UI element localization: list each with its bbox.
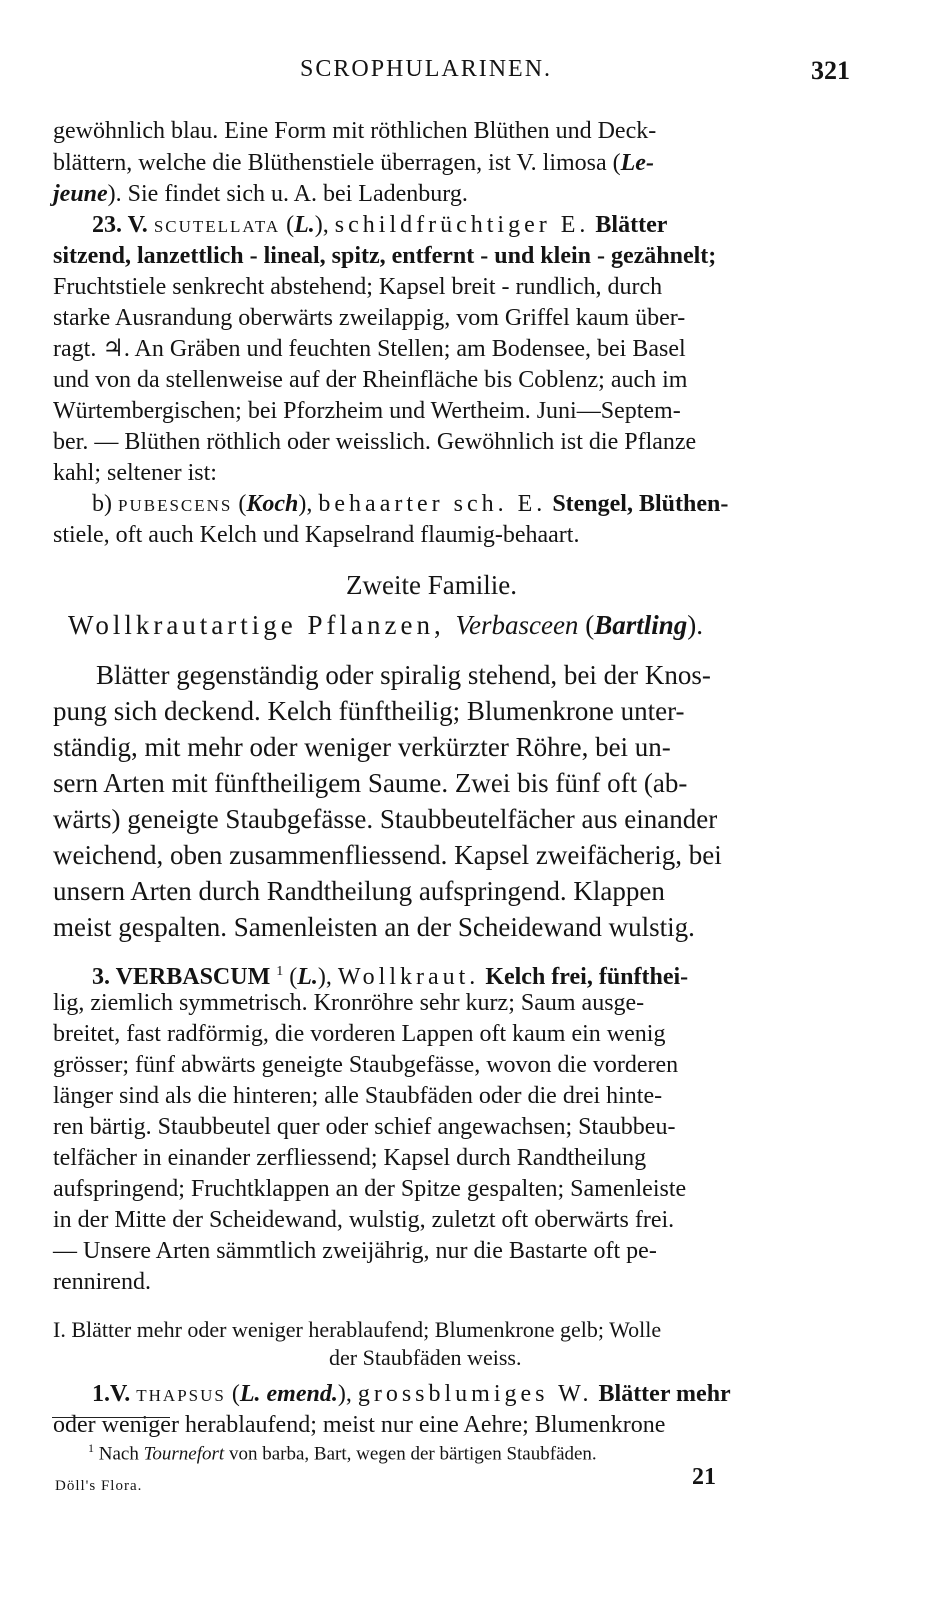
text-line: und von da stellenweise auf der Rheinfläche bis Coblenz; auch im [53, 367, 688, 393]
text-line: ber. — Blüthen röthlich oder weisslich. Gewöhnlich ist die Pflanze [53, 429, 697, 455]
text-line: breitet, fast radförmig, die vorderen Lappen oft kaum ein wenig [53, 1021, 666, 1047]
text-line: aufspringend; Fruchtklappen an der Spitze gespalten; Samenleiste [53, 1176, 687, 1202]
text-line: blättern, welche die Blüthenstiele überragen, ist V. limosa (Le- [53, 150, 654, 176]
text-line: grösser; fünf abwärts geneigte Staubgefässe, wovon die vorderen [53, 1052, 679, 1078]
text-line: unsern Arten durch Randtheilung aufspringend. Klappen [53, 876, 665, 906]
text-line: oder weniger herablaufend; meist nur eine Aehre; Blumenkrone [53, 1412, 666, 1438]
text-line: telfächer in einander zerfliessend; Kapsel durch Randtheilung [53, 1145, 647, 1171]
text-line: rennirend. [53, 1269, 151, 1295]
footnote: $^1$ Nach Tournefort von barba, Bart, wegen der bärtigen Staubfäden. [88, 1441, 597, 1465]
key-group-heading: I. Blätter mehr oder weniger herablaufend; Blumenkrone gelb; Wolle [53, 1317, 662, 1342]
text-line: lig, ziemlich symmetrisch. Kronröhre sehr kurz; Saum ausge- [53, 990, 645, 1016]
text-line: Blätter gegenständig oder spiralig stehend, bei der Knos- [96, 660, 711, 690]
running-title: SCROPHULARINEN. [300, 56, 553, 82]
sheet-number: 21 [692, 1464, 716, 1490]
text-line: sitzend, lanzettlich - lineal, spitz, entfernt - und klein - gezähnelt; [53, 243, 717, 269]
text-line: starke Ausrandung oberwärts zweilappig, vom Griffel kaum über- [53, 305, 686, 331]
printer-signature: Döll's Flora. [55, 1478, 143, 1494]
text-line: meist gespalten. Samenleisten an der Scheidewand wulstig. [53, 912, 695, 942]
variety-entry: b) PUBESCENS (Koch), behaarter sch. E. Stengel, Blüthen- [92, 491, 729, 517]
text-line: stiele, oft auch Kelch und Kapselrand flaumig-behaart. [53, 522, 580, 548]
text-line: weichend, oben zusammenfliessend. Kapsel zweifächerig, bei [53, 840, 722, 870]
text-line: gewöhnlich blau. Eine Form mit röthlichen Blüthen und Deck- [53, 118, 657, 144]
text-line: ständig, mit mehr oder weniger verkürzter Röhre, bei un- [53, 732, 671, 762]
species-entry-heading: 1.V. THAPSUS (L. emend.), grossblumiges W. Blätter mehr [92, 1381, 731, 1407]
footnote-rule [52, 1417, 170, 1418]
family-name: Wollkrautartige Pflanzen, Verbasceen (Bartling). [68, 610, 703, 640]
text-line: Fruchtstiele senkrecht abstehend; Kapsel breit - rundlich, durch [53, 274, 663, 300]
text-line: der Staubfäden weiss. [329, 1345, 522, 1370]
text-line: in der Mitte der Scheidewand, wulstig, zuletzt oft oberwärts frei. [53, 1207, 675, 1233]
family-heading: Zweite Familie. [346, 570, 517, 600]
text-line: ragt. ♃. An Gräben und feuchten Stellen; am Bodensee, bei Basel [53, 336, 686, 362]
text-line: jeune). Sie findet sich u. A. bei Ladenburg. [53, 181, 468, 207]
text-line: sern Arten mit fünftheiligem Saume. Zwei bis fünf oft (ab- [53, 768, 688, 798]
text-line: — Unsere Arten sämmtlich zweijährig, nur die Bastarte oft pe- [53, 1238, 657, 1264]
page-header [0, 56, 930, 96]
species-entry-heading: 23. V. SCUTELLATA (L.), schildfrüchtiger E. Blätter [92, 212, 668, 238]
text-line: kahl; seltener ist: [53, 460, 217, 486]
genus-heading: 3. VERBASCUM $^1$ (L.), Wollkraut. Kelch frei, fünfthei- [92, 964, 689, 990]
text-line: wärts) geneigte Staubgefässe. Staubbeutelfächer aus einander [53, 804, 718, 834]
page-number: 321 [811, 56, 850, 85]
text-line: ren bärtig. Staubbeutel quer oder schief angewachsen; Staubbeu- [53, 1114, 676, 1140]
text-line: Würtembergischen; bei Pforzheim und Wertheim. Juni—Septem- [53, 398, 681, 424]
text-line: länger sind als die hinteren; alle Staubfäden oder die drei hinte- [53, 1083, 663, 1109]
text-line: pung sich deckend. Kelch fünftheilig; Blumenkrone unter- [53, 696, 685, 726]
